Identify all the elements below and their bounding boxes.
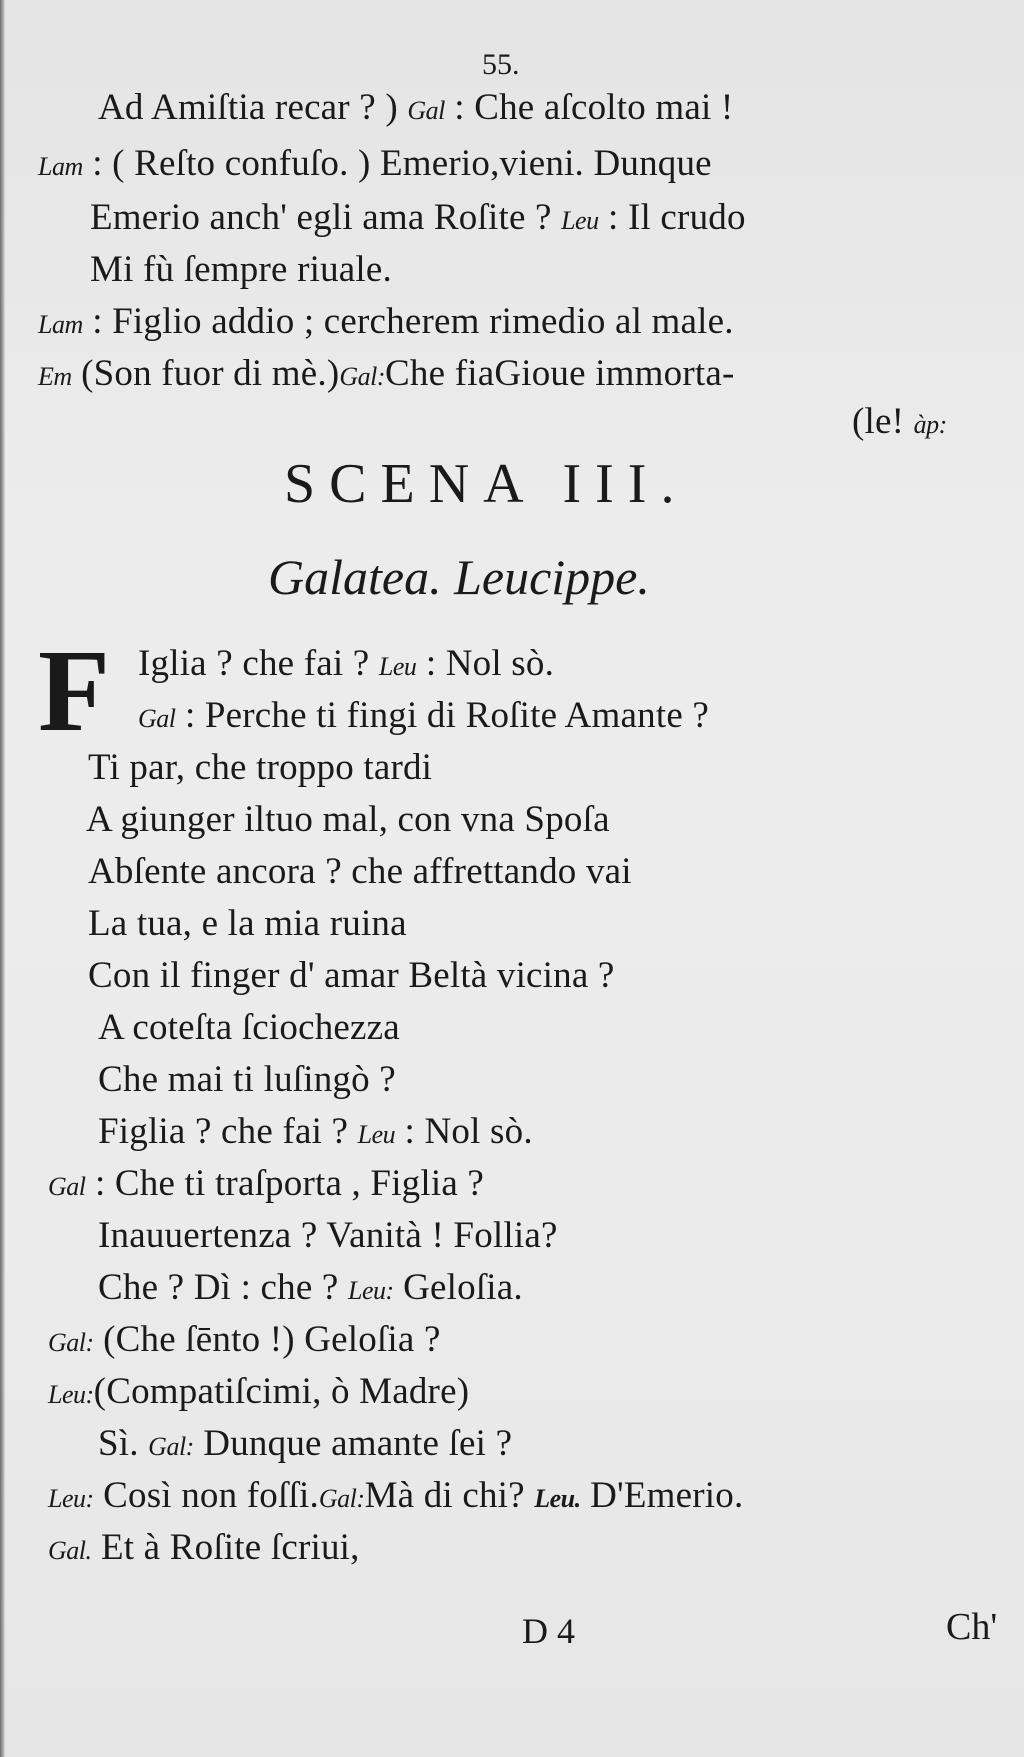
speaker-label: Leu:	[48, 1484, 94, 1513]
line-text: (Compatiſcimi, ò Madre)	[93, 1371, 470, 1412]
line-text: Inauuertenza ? Vanità ! Follia?	[98, 1215, 558, 1256]
line-text: Che ? Dì : che ?	[98, 1267, 348, 1308]
page-left-edge	[0, 0, 5, 1757]
text-line	[48, 1370, 469, 1417]
line-text: D'Emerio.	[580, 1475, 744, 1516]
speaker-label: Lam	[38, 310, 83, 339]
speaker-label: Leu	[378, 652, 417, 681]
line-text: Così non foſſi.	[93, 1475, 319, 1516]
line-text: Abſente ancora ? che affrettando vai	[88, 851, 632, 892]
line-text: Emerio anch' egli ama Roſite ?	[90, 197, 562, 238]
text-line	[98, 1006, 400, 1050]
speaker-label: Gal:	[318, 1484, 365, 1513]
speaker-label: Leu	[561, 206, 599, 235]
line-text: Con il finger d' amar Beltà vicina ?	[88, 955, 615, 996]
line-text: Che fiaGioue immorta-	[385, 353, 735, 394]
speaker-label: Gal	[138, 704, 176, 733]
speaker-label: Leu:	[347, 1276, 394, 1305]
line-text: : Che ti traſporta , Figlia ?	[85, 1163, 485, 1204]
line-text: Sì.	[98, 1423, 149, 1464]
text-line	[48, 1474, 743, 1521]
text-line	[48, 1162, 484, 1209]
scene-characters: Galatea. Leucippe.	[268, 549, 650, 605]
text-line	[88, 954, 615, 998]
line-text: Et à Roſite ſcriui,	[91, 1527, 360, 1568]
line-text: Mà di chi?	[364, 1475, 535, 1516]
speaker-label: Gal:	[148, 1432, 194, 1461]
text-line	[852, 400, 947, 447]
line-text: : Figlio addio ; cercherem rimedio al male.	[82, 301, 734, 342]
text-line	[90, 196, 746, 243]
speaker-label: Em	[38, 362, 72, 391]
speaker-label: Gal:	[339, 362, 386, 391]
line-text: Ad Amiſtia recar ? )	[98, 87, 408, 128]
text-line	[38, 352, 734, 399]
line-text: : Nol sò.	[395, 1111, 533, 1152]
speaker-label: Leu:	[48, 1380, 94, 1409]
text-line	[138, 694, 709, 741]
line-text: (le!	[852, 401, 914, 442]
drop-cap: F	[38, 625, 111, 756]
text-line	[98, 86, 733, 133]
line-text: Mi fù ſempre riuale.	[90, 249, 392, 290]
text-line	[38, 300, 734, 347]
text-line	[88, 746, 432, 790]
line-text: : Che aſcolto mai !	[444, 87, 734, 128]
line-text: Ti par, che troppo tardi	[88, 747, 433, 788]
line-text: A giunger iltuo mal, con vna Spoſa	[86, 799, 610, 840]
line-text: : Perche ti fingi di Roſite Amante ?	[175, 695, 710, 736]
line-text: Iglia ? che fai ?	[138, 643, 379, 684]
page-number: 55.	[482, 48, 520, 81]
speaker-label: Leu.	[534, 1484, 581, 1513]
text-line	[90, 248, 392, 292]
text-line	[138, 642, 554, 689]
speaker-label: Gal	[48, 1172, 86, 1201]
speaker-label: Lam	[38, 152, 83, 181]
line-text: Geloſia.	[393, 1267, 523, 1308]
text-line	[38, 142, 712, 189]
signature-mark: D 4	[522, 1611, 575, 1651]
speaker-label: Leu	[357, 1120, 396, 1149]
speaker-label: Gal	[407, 96, 445, 125]
line-text: (Che ſēnto !) Geloſia ?	[93, 1319, 441, 1360]
line-text: : Nol sò.	[416, 643, 555, 684]
text-line	[88, 850, 632, 894]
speaker-label: Gal:	[48, 1328, 94, 1357]
speaker-label: Gal.	[48, 1536, 92, 1565]
text-line	[86, 798, 610, 842]
stage-direction: àp:	[913, 410, 947, 439]
line-text: : ( Reſto confuſo. ) Emerio,vieni. Dunque	[82, 143, 712, 184]
line-text: La tua, e la mia ruina	[88, 903, 407, 944]
text-line	[98, 1058, 396, 1102]
catchword: Ch'	[946, 1606, 998, 1648]
line-text: Dunque amante ſei ?	[193, 1423, 513, 1464]
line-text: Figlia ? che fai ?	[98, 1111, 358, 1152]
text-line	[98, 1214, 558, 1258]
line-text: (Son fuor di mè.)	[71, 353, 340, 394]
text-line	[98, 1110, 533, 1157]
text-line	[48, 1318, 441, 1365]
line-text: : Il crudo	[598, 197, 746, 238]
line-text: Che mai ti luſingò ?	[98, 1059, 396, 1100]
text-line	[98, 1422, 512, 1469]
text-line	[88, 902, 407, 946]
text-line	[48, 1526, 360, 1573]
text-line	[98, 1266, 523, 1313]
scene-title: SCENA III.	[284, 453, 689, 515]
line-text: A coteſta ſciochezza	[98, 1007, 400, 1048]
